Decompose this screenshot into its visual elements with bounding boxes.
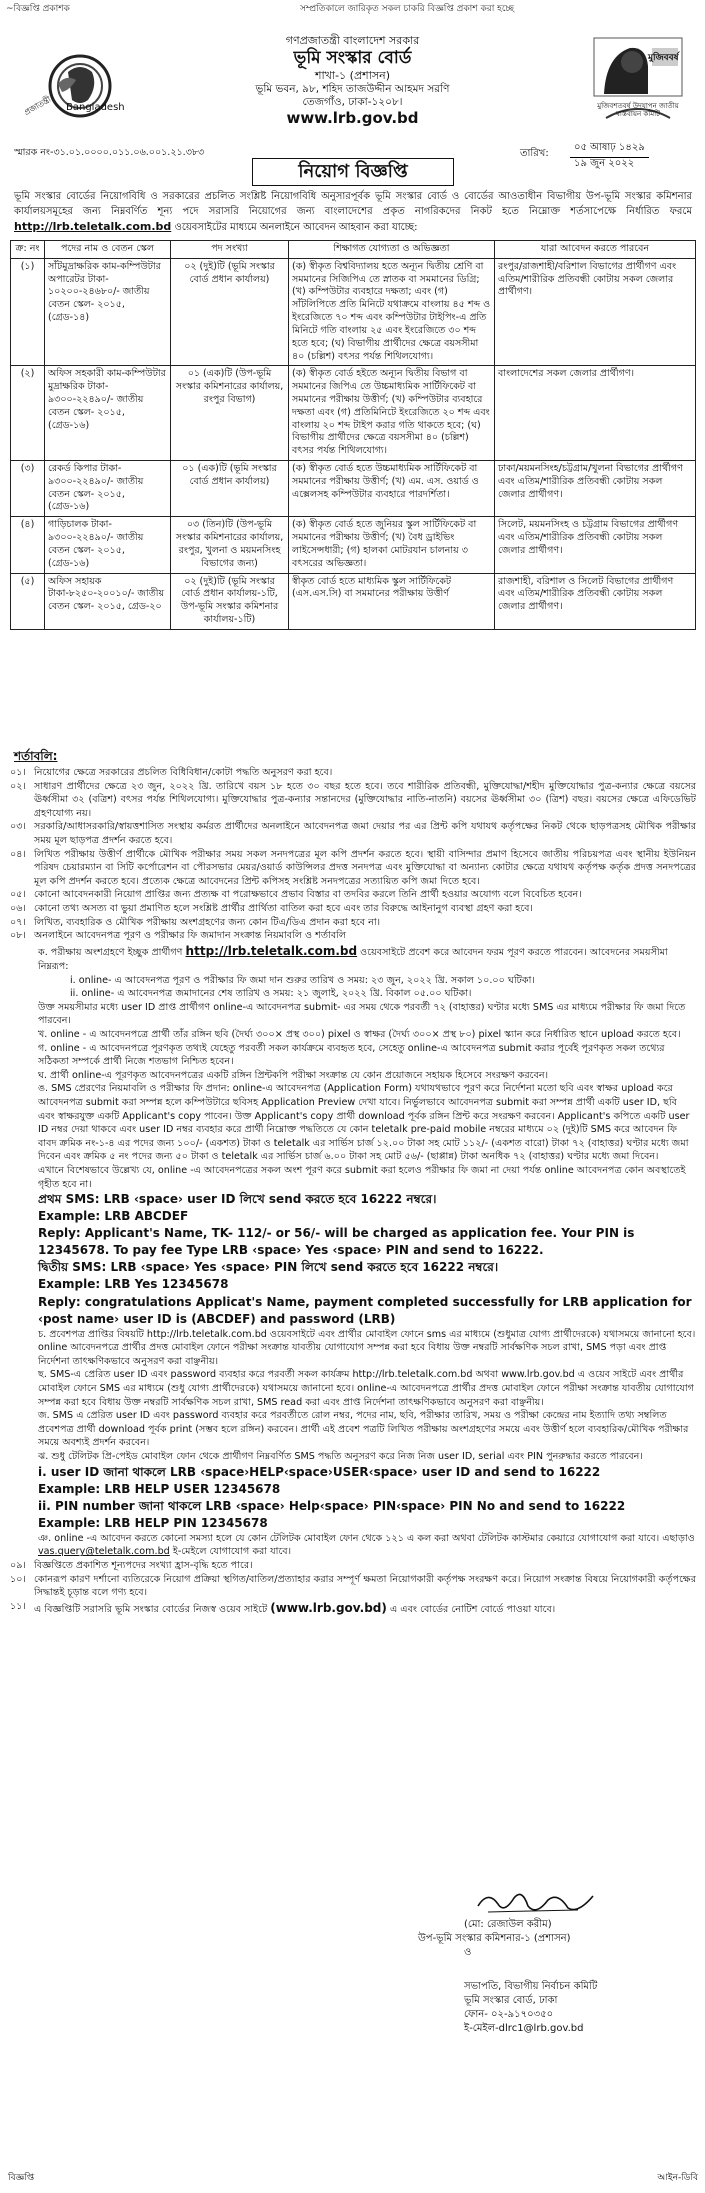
cell-count: ০৩ (তিন)টি (উপ-ভূমি সংস্কার কমিশনারের কার্যালয়, রংপুর, খুলনা ও ময়মনসিংহ বিভাগের জন্য) bbox=[171, 517, 289, 573]
sub-condition-text: ওয়েবসাইটে প্রবেশ করে আবেদন ফরম পূরণ করতে পারবেন। আবেদনের সময়সীমা নিম্নরূপ: bbox=[38, 946, 668, 972]
condition-text: এ বিজ্ঞপ্তিটি সরাসরি ভূমি সংস্কার বোর্ডের নিজস্ব ওয়েব সাইটে bbox=[34, 1603, 268, 1615]
condition-item: ০৬। কোনো তথ্য অসত্য বা ভুয়া প্রমাণিত হলে সংশ্লিষ্ট প্রার্থীর প্রার্থিতা বাতিল করা হবে এবং তার বিরুদ্ধে আইনানুগ ব্যবস্থা গ্রহণ করা হবে। bbox=[10, 902, 696, 916]
sub-condition-ch: চ. প্রবেশপত্র প্রাপ্তির বিষয়টি http://lrb.teletalk.com.bd ওয়েবসাইটে এবং প্রার্থীর মোবাইল ফোনে sms এর মাধ্যমে (শুধুমাত্র যোগ্য প্রার্থীদেরকে) যথাসময়ে জানানো হবে। online আবেদনপত্রে প্রার্থীর প্রদত্ত মোবাইল ফোনে পরীক্ষা সংক্রান্ত যাবতীয় যোগাযোগ সম্পন্ন করা হবে বিধায় উক্ত নম্বরটি সার্বক্ষণিক সচল রাখা, SMS পড়া এবং প্রাপ্ত নির্দেশনা তাৎক্ষণিকভাবে অনুসরণ করা বাঞ্ছনীয়। bbox=[38, 1328, 696, 1367]
notice-title: নিয়োগ বিজ্ঞপ্তি bbox=[252, 158, 454, 186]
top-strip bbox=[0, 0, 705, 14]
sms-second-reply: Reply: congratulations Applicat's Name, payment completed successfully for LRB application for ‹post name› user ID is (ABCDEF) and password (LRB) bbox=[38, 1294, 692, 1326]
table-row bbox=[11, 573, 696, 629]
table-row bbox=[11, 517, 696, 573]
address-line-2: তেজগাঁও, ঢাকা-১২০৮। bbox=[302, 95, 403, 108]
help-pin: ii. PIN number জানা থাকলে LRB ‹space› Help‹space› PIN‹space› PIN No and send to 16222 bbox=[38, 1498, 626, 1513]
credit-left: বিজ্ঞপ্তি bbox=[8, 2173, 35, 2183]
cell-qualification: (ক) স্বীকৃত বোর্ড হতে উচ্চমাধ্যমিক সার্টিফিকেট বা সমমানের পরীক্ষায় উত্তীর্ণ; (খ) এম. এস. ওয়ার্ড ও এক্সেলসহ কম্পিউটার ব্যবহারে পারদর্শিতা। bbox=[289, 461, 495, 517]
intro-text: ভূমি সংস্কার বোর্ডের নিয়োগবিধি ও সরকারের প্রচলিত সংশ্লিষ্ট নিয়োগবিধি অনুসারপূর্বক ভূমি সংস্কার বোর্ড ও বোর্ডের আওতাধীন বিভাগীয় উপ-ভূমি সংস্কার কমিশনার কার্যালয়সমূহের জন্য নিম্নবর্ণিত শূন্য পদে সরাসরি নিয়োগের জন্য বাংলাদেশের প্রকৃত নাগরিকদের নিকট হতে নিম্নোক্ত শর্তসাপেক্ষে নির্ধারিত ফরমে bbox=[14, 191, 692, 217]
header-qualification: শিক্ষাগত যোগ্যতা ও অভিজ্ঞতা bbox=[289, 241, 495, 259]
sub-condition-n bbox=[10, 1532, 696, 1559]
table-header-row bbox=[11, 241, 696, 259]
sub-condition-ng-note: এখানে বিশেষভাবে উল্লেখ্য যে, online -এ আবেদনপত্রের সকল অংশ পূরণ করে submit করা হলেও পরীক্ষার ফি জমা না দেয়া পর্যন্ত online আবেদনপত্র কোন অবস্থাতেই গৃহীত হবে না। bbox=[38, 1165, 686, 1190]
cell-count: ০১ (এক)টি (উপ-ভূমি সংস্কার কমিশনারের কার্যালয়, রংপুর বিভাগ) bbox=[171, 366, 289, 461]
sub-condition-chh: ছ. SMS-এ প্রেরিত user ID এবং password ব্যবহার করে পরবর্তী সকল কার্যক্রম http://lrb.teletalk.com.bd অথবা www.lrb.gov.bd এ ওয়েব সাইটে এবং প্রার্থীর মোবাইল ফোনে SMS এর মাধ্যমে (শুধু যোগ্য প্রার্থীদেরকে) যথাসময়ে জানানো হবে। online-এ আবেদনপত্রে প্রার্থীর প্রদত্ত মোবাইল ফোনে পরীক্ষা সংক্রান্ত যাবতীয় যোগাযোগ সম্পন্ন করা হবে বিধায় উক্ত নম্বরটি সার্বক্ষণিক সচল রাখা, SMS read করা এবং প্রাপ্ত নির্দেশনা তাৎক্ষণিকভাবে অনুসরণ করা বাঞ্ছনীয়। bbox=[38, 1369, 694, 1408]
sub-condition-text: ই-মেইলে যোগাযোগ করা যাবে। bbox=[172, 1546, 292, 1558]
cell-post: রেকর্ড কিপার টাকা- ৯৩০০-২২৪৯০/- জাতীয় বেতন স্কেল- ২০১৫, (গ্রেড-১৬) bbox=[45, 461, 171, 517]
condition-text: লিখিত পরীক্ষায় উত্তীর্ণ প্রার্থীকে মৌখিক পরীক্ষার সময় সকল সনদপত্রের মূল কপি প্রদর্শন করতে হবে। স্থায়ী বাসিন্দার প্রমাণ হিসেবে জাতীয় পরিচয়পত্র এবং স্থানীয় ইউনিয়ন পরিষদ চেয়ারম্যান বা সিটি কর্পোরেশন বা পৌরসভার মেয়র/ওয়ার্ড কাউন্সিলর প্রদত্ত সনদপত্র এবং মুক্তিযোদ্ধা বা অন্যান্য কোটার ক্ষেত্রে যথাযথ কর্তৃপক্ষ কর্তৃক প্রদত্ত সনদপত্রের মূল কপি প্রদর্শন করতে হবে। প্রত্যেক ক্ষেত্রে আবেদনের প্রিন্ট কপিসহ সংশ্লিষ্ট সনদপত্রের সত্যায়িত কপি জমা দিতে হবে। bbox=[34, 848, 696, 887]
condition-item: ০৮। অনলাইনে আবেদনপত্র পূরণ ও পরীক্ষার ফি জমাদান সংক্রান্ত নিয়মাবলি ও শর্তাবলি bbox=[10, 929, 696, 943]
cell-qualification: (ক) স্বীকৃত বোর্ড হতে জুনিয়র স্কুল সার্টিফিকেট বা সমমানের পরীক্ষায় উত্তীর্ণ; (খ) বৈধ ড্রাইভিং লাইসেন্সধারী; (গ) হালকা মোটরযান চালনায় ৩ বৎসরের অভিজ্ঞতা। bbox=[289, 517, 495, 573]
office-phone: ফোন- ০২-৯১৭০৩৫০ bbox=[464, 2009, 554, 2020]
organization-name: ভূমি সংস্কার বোর্ড bbox=[293, 47, 412, 68]
sub-condition-ng: ঙ. SMS প্রেরণের নিয়মাবলি ও পরীক্ষার ফি প্রদান: online-এ আবেদনপত্র (Application Form) যথাযথভাবে পূরণ করে নির্দেশনা মতো ছবি এবং স্বাক্ষর upload করে আবেদনপত্র submit করা সম্পন্ন হলে কম্পিউটারে ছবিসহ Application Preview দেখা যাবে। নির্ভুলভাবে আবেদনপত্র submit করা সম্পন্ন প্রার্থী একটি user ID, ছবি এবং স্বাক্ষরযুক্ত একটি Applicant's copy পাবেন। উক্ত Applicant's copy প্রার্থী download পূর্বক রঙ্গিন প্রিন্ট করে সংরক্ষণ করবেন। Applicant's কপিতে একটি user ID নম্বর দেয়া থাকবে এবং user ID নম্বর ব্যবহার করে প্রার্থী নিম্নোক্ত পদ্ধতিতে যে কোন teletalk pre-paid mobile নম্বরের মাধ্যমে ০২ (দুই)টি SMS করে আবেদন ফি বাবদ ক্রমিক নং-১-৪ এর পদের জন্য ১০০/- (একশত) টাকা ও teletalk এর সার্ভিস চার্জ ১২.০০ টাকা সহ মোট ১১২/- (একশত বারো) টাকা ৭২ (বাহাত্তর) ঘণ্টার মধ্যে জমা দিবেন এবং ক্রমিক ৫ নং পদের জন্য ৫০ টাকা ও teletalk এর সার্ভিস চার্জ ৬.০০ টাকা সহ মোট ৫৬/- (ছাপ্পান্ন) টাকা অনধিক ৭২ (বাহাত্তর) ঘণ্টার মধ্যে জমা দিবেন। bbox=[38, 1083, 690, 1163]
application-url[interactable]: http://lrb.teletalk.com.bd bbox=[14, 220, 172, 233]
sms-second: দ্বিতীয় SMS: LRB ‹space› Yes ‹space› PIN লিখে send করতে হবে 16222 নম্বরে। bbox=[38, 1260, 499, 1275]
mujib-text: মুজিববর্ষ bbox=[648, 53, 679, 63]
cell-serial: (২) bbox=[11, 366, 45, 461]
sms-first-example: Example: LRB ABCDEF bbox=[38, 1209, 189, 1224]
condition-item: ০২। সাধারণ প্রার্থীদের ক্ষেত্রে ২৩ জুন, ২০২২ খ্রি. তারিখে বয়স ১৮ হতে ৩০ বছর হতে হবে। তবে শারীরিক প্রতিবন্ধী, মুক্তিযোদ্ধা/শহীদ মুক্তিযোদ্ধার পুত্র-কন্যার ক্ষেত্রে বয়সের ঊর্ধ্বসীমা ৩২ (বত্রিশ) বৎসর পর্যন্ত শিথিলযোগ্য। মুক্তিযোদ্ধার পুত্র-কন্যার সন্তানদের (মুক্তিযোদ্ধার নাতি-নাতনি) বয়সের ঊর্ধ্বসীমা ৩০ (ত্রিশ) বছর। বয়সের ক্ষেত্রে এফিডেভিট গ্রহণযোগ্য নয়। bbox=[10, 780, 696, 819]
lrb-website-link[interactable]: (www.lrb.gov.bd) bbox=[270, 1600, 387, 1615]
teletalk-url[interactable]: http://lrb.teletalk.com.bd bbox=[185, 943, 358, 958]
condition-text bbox=[34, 1600, 696, 1617]
conditions-list bbox=[10, 766, 696, 1617]
condition-text: অনলাইনে আবেদনপত্র পূরণ ও পরীক্ষার ফি জমাদান সংক্রান্ত নিয়মাবলি ও শর্তাবলি bbox=[34, 930, 347, 942]
credit-right: আইন-ডিবি bbox=[657, 2173, 698, 2183]
fee-note: উক্ত সময়সীমার মধ্যে user ID প্রাপ্ত প্রার্থীগণ online-এ আবেদনপত্র submit- এর সময় থেকে পরবর্তী ৭২ (বাহাত্তর) ঘণ্টার মধ্যে SMS এর মাধ্যমে পরীক্ষার ফি জমা দিতে পারবেন। bbox=[38, 1001, 686, 1027]
condition-item: ০৯। বিজ্ঞপ্তিতে প্রকাশিত শূন্যপদের সংখ্যা হ্রাস-বৃদ্ধি হতে পারে। bbox=[10, 1559, 696, 1573]
cell-serial: (৪) bbox=[11, 517, 45, 573]
letterhead-center bbox=[150, 34, 555, 128]
website-link[interactable]: www.lrb.gov.bd bbox=[286, 109, 419, 127]
date-bangla: ০৫ আষাঢ় ১৪২৯ bbox=[570, 140, 649, 158]
header-post: পদের নাম ও বেতন স্কেল bbox=[45, 241, 171, 259]
header-eligible: যারা আবেদন করতে পারবেন bbox=[495, 241, 696, 259]
help-user-id: i. user ID জানা থাকলে LRB ‹space›HELP‹space›USER‹space› user ID and send to 16222 bbox=[38, 1464, 601, 1479]
date-label: তারিখ: bbox=[520, 148, 549, 159]
cell-post: অফিস সহায়ক টাকা-৮২৫০-২০০১০/- জাতীয় বেতন স্কেল- ২০১৫, গ্রেড-২০ bbox=[45, 573, 171, 629]
intro-paragraph bbox=[14, 190, 692, 236]
help-pin-example: Example: LRB HELP PIN 12345678 bbox=[38, 1515, 268, 1530]
signature-scribble bbox=[418, 1888, 688, 1918]
condition-item: ০৫। কোনো আবেদনকারী নিয়োগ প্রাপ্তির জন্য প্রত্যক্ষ বা পরোক্ষভাবে প্রভাব বিস্তার বা তদবির করলে তিনি প্রার্থী হওয়ার অযোগ্য বলে বিবেচিত হবেন। bbox=[10, 888, 696, 902]
intro-tail: ওয়েবসাইটের মাধ্যমে অনলাইনে আবেদন আহবান করা যাচ্ছে: bbox=[174, 222, 418, 233]
cell-eligible: রংপুর/রাজশাহী/বরিশাল বিভাগের প্রার্থীগণ এবং এতিম/শারীরিক প্রতিবন্ধী কোটায় সকল জেলার প্রার্থীগণ। bbox=[495, 258, 696, 366]
table-row bbox=[11, 366, 696, 461]
logo-text: Bangladesh bbox=[66, 102, 125, 113]
address-line-1: ভূমি ভবন, ৯৮, শহিদ তাজউদ্দীন আহমদ সরণি bbox=[255, 82, 450, 95]
memo-number: স্মারক নং-৩১.০১.০০০০.০১১.০৬.০০১.২১.৩৮৩ bbox=[14, 147, 205, 158]
condition-item: ০৭। লিখিত, ব্যবহারিক ও মৌখিক পরীক্ষায় অংশগ্রহণের জন্য কোন টিএ/ডিএ প্রদান করা হবে না। bbox=[10, 916, 696, 930]
sub-condition-gh: ঘ. প্রার্থী online-এ পূরণকৃত আবেদনপত্রের একটি রঙ্গিন প্রিন্টকপি পরীক্ষা সংক্রান্ত যে কোন প্রয়োজনে সহায়ক হিসেবে সংরক্ষণ করবেন। bbox=[38, 1069, 549, 1081]
table-row bbox=[11, 461, 696, 517]
branch-name: শাখা-১ (প্রশাসন) bbox=[314, 69, 391, 82]
signature-block bbox=[418, 1888, 688, 2036]
cell-eligible: সিলেট, ময়মনসিংহ ও চট্টগ্রাম বিভাগের প্রার্থীগণ এবং এতিম/শারীরিক প্রতিবন্ধী কোটায় সকল জেলার প্রার্থীগণ। bbox=[495, 517, 696, 573]
sub-condition-kh: খ. online - এ আবেদনপত্রে প্রার্থী তাঁর রঙ্গিন ছবি (দৈর্ঘ্য ৩০০× প্রস্থ ৩০০) pixel ও স্বাক্ষর (দৈর্ঘ্য ৩০০× প্রস্থ ৮০) pixel স্ক্যান করে নির্ধারিত স্থানে upload করতে হবে। bbox=[38, 1029, 681, 1040]
help-user-id-example: Example: LRB HELP USER 12345678 bbox=[38, 1481, 281, 1496]
condition-text: বিজ্ঞপ্তিতে প্রকাশিত শূন্যপদের সংখ্যা হ্রাস-বৃদ্ধি হতে পারে। bbox=[34, 1560, 253, 1571]
sub-condition-text: ঞ. online -এ আবেদন করতে কোনো সমস্যা হলে যে কোন টেলিটক মোবাইল ফোন থেকে ১২১ এ কল করা অথবা টেলিটক কাস্টমার কেয়ারে যোগাযোগ করা যাবে। এছাড়াও bbox=[38, 1532, 695, 1544]
condition-item: ০৩। সরকারি/আধাসরকারি/স্বায়ত্তশাসিত সংস্থায় কর্মরত প্রার্থীদের অনলাইনে আবেদনপত্র জমা দেয়ার পর এর প্রিন্ট কপি যথাযথ কর্তৃপক্ষের নিকট থেকে ছাড়পত্রসহ মৌখিক পরীক্ষার সময় মূল ছাড়পত্র প্রদর্শন করতে হবে। bbox=[10, 821, 696, 847]
support-email-link[interactable]: vas.query@teletalk.com.bd bbox=[38, 1546, 170, 1558]
condition-text: কোনো আবেদনকারী নিয়োগ প্রাপ্তির জন্য প্রত্যক্ষ বা পরোক্ষভাবে প্রভাব বিস্তার বা তদবির করলে তিনি প্রার্থী হওয়ার অযোগ্য বলে বিবেচিত হবেন। bbox=[34, 889, 582, 901]
cell-post: গাড়িচালক টাকা- ৯৩০০-২২৪৯০/- জাতীয় বেতন স্কেল- ২০১৫, (গ্রেড-১৬) bbox=[45, 517, 171, 573]
office-name: ভূমি সংস্কার বোর্ড, ঢাকা bbox=[464, 1995, 558, 2006]
sms-first-reply: Reply: Applicant's Name, TK- 112/- or 56/- will be charged as application fee. Your PIN is 12345678. To pay fee Type LRB ‹space› Yes ‹space› PIN and send to 16222. bbox=[38, 1226, 635, 1258]
cell-eligible: ঢাকা/ময়মনসিংহ/চট্টগ্রাম/খুলনা বিভাগের প্রার্থীগণ এবং এতিম/শারীরিক প্রতিবন্ধী কোটায় সকল জেলার প্রার্থীগণ। bbox=[495, 461, 696, 517]
cell-post: সাঁটমুদ্রাক্ষরিক কাম-কম্পিউটার অপারেটর টাকা- ১০২০০-২৪৬৮০/- জাতীয় বেতন স্কেল- ২০১৫, (গ্রেড-১৪) bbox=[45, 258, 171, 366]
svg-text:প্রজাতন্ত্রী: প্রজাতন্ত্রী bbox=[22, 94, 53, 118]
condition-text: সরকারি/আধাসরকারি/স্বায়ত্তশাসিত সংস্থায় কর্মরত প্রার্থীদের অনলাইনে আবেদনপত্র জমা দেয়ার পর এর প্রিন্ট কপি যথাযথ কর্তৃপক্ষের নিকট থেকে ছাড়পত্রসহ মৌখিক পরীক্ষার সময় মূল ছাড়পত্র প্রদর্শন করতে হবে। bbox=[34, 821, 696, 847]
office-email[interactable]: ই-মেইল-dlrc1@lrb.gov.bd bbox=[464, 2023, 584, 2034]
cell-qualification: স্বীকৃত বোর্ড হতে মাধ্যমিক স্কুল সার্টিফিকেট (এস.এস.সি) বা সমমানের পরীক্ষায় উত্তীর্ণ bbox=[289, 573, 495, 629]
conditions-heading: শর্তাবলি: bbox=[14, 749, 58, 763]
government-name: গণপ্রজাতন্ত্রী বাংলাদেশ সরকার bbox=[285, 34, 420, 47]
signatory-designation: উপ-ভূমি সংস্কার কমিশনার-১ (প্রশাসন) bbox=[418, 1933, 571, 1944]
cell-count: ০১ (এক)টি (ভূমি সংস্কার বোর্ড প্রধান কার্যালয়) bbox=[171, 461, 289, 517]
signatory-and: ও bbox=[464, 1947, 472, 1958]
credit-line bbox=[6, 2166, 700, 2186]
sms-second-example: Example: LRB Yes 12345678 bbox=[38, 1277, 229, 1292]
sub-condition-jh: ঝ. শুধু টেলিটক প্রি-পেইড মোবাইল ফোন থেকে প্রার্থীগণ নিম্নবর্ণিত SMS পদ্ধতি অনুসরণ করে নিজ নিজ user ID, serial এবং PIN পুনরুদ্ধার করতে পারবেন। bbox=[38, 1451, 643, 1463]
committee-title: সভাপতি, বিভাগীয় নির্বাচন কমিটি bbox=[464, 1981, 598, 1992]
cell-count: ০২ (দুই)টি (ভূমি সংস্কার বোর্ড প্রধান কার্যালয়) bbox=[171, 258, 289, 366]
condition-text: কোনরূপ কারণ দর্শানো ব্যতিরেকে নিয়োগ প্রক্রিয়া স্থগিত/বাতিল/প্রত্যাহার করার সম্পূর্ণ ক্ষমতা নিয়োগকারী কর্তৃপক্ষ সংরক্ষণ করে। নিয়োগ সংক্রান্ত বিষয়ে নিয়োগকারী কর্তৃপক্ষের সিদ্ধান্তই চূড়ান্ত বলে গণ্য হবে। bbox=[34, 1573, 696, 1599]
signatory-name: (মো: রেজাউল করীম) bbox=[464, 1919, 552, 1930]
sms-first: প্রথম SMS: LRB ‹space› user ID লিখে send করতে হবে 16222 নম্বরে। bbox=[38, 1192, 437, 1207]
mujib-borsho-logo bbox=[592, 36, 684, 141]
condition-item: ০১। নিয়োগের ক্ষেত্রে সরকারের প্রচলিত বিধিবিধান/কোটা পদ্ধতি অনুসরণ করা হবে। bbox=[10, 766, 696, 780]
cell-serial: (১) bbox=[11, 258, 45, 366]
timeline-end: ii. online- এ আবেদনপত্র জমাদানের শেষ তারিখ ও সময়: ২১ জুলাই, ২০২২ খ্রি. বিকাল ০৫.০০ ঘটিকা। bbox=[70, 988, 472, 1000]
table-row bbox=[11, 258, 696, 366]
cell-qualification: (ক) স্বীকৃত বোর্ড হইতে অন্যূন দ্বিতীয় বিভাগ বা সমমানের জিপিএ তে উচ্চমাধ্যমিক সার্টিফিকেট বা সমমানের পরীক্ষায় উত্তীর্ণ; (খ) কম্পিউটার ব্যবহারে দক্ষতা এবং (গ) প্রতিমিনিটে ইংরেজিতে ২০ শব্দ এবং বাংলায় ২০ শব্দ টাইপ করার গতি থাকতে হবে; (ঘ) বিভাগীয় প্রার্থীদের ক্ষেত্রে বয়সসীমা ৪০ (চল্লিশ) বৎসর পর্যন্ত শিথিলযোগ্য। bbox=[289, 366, 495, 461]
condition-text: কোনো তথ্য অসত্য বা ভুয়া প্রমাণিত হলে সংশ্লিষ্ট প্রার্থীর প্রার্থিতা বাতিল করা হবে এবং তার বিরুদ্ধে আইনানুগ ব্যবস্থা গ্রহণ করা হবে। bbox=[34, 903, 533, 915]
sub-condition-text: ক. পরীক্ষায় অংশগ্রহণে ইচ্ছুক প্রার্থীগণ bbox=[38, 946, 183, 958]
top-strip-right: সম্প্রতিকালে জারিকৃত সকল চাকরি বিজ্ঞপ্তি প্রকাশ করা হচ্ছে bbox=[300, 4, 515, 14]
top-strip-left: ~বিজ্ঞপ্তি প্রকাশক bbox=[6, 4, 70, 14]
condition-item: ০৪। লিখিত পরীক্ষায় উত্তীর্ণ প্রার্থীকে মৌখিক পরীক্ষার সময় সকল সনদপত্রের মূল কপি প্রদর্শন করতে হবে। স্থায়ী বাসিন্দার প্রমাণ হিসেবে জাতীয় পরিচয়পত্র এবং স্থানীয় ইউনিয়ন পরিষদ চেয়ারম্যান বা সিটি কর্পোরেশন বা পৌরসভার মেয়র/ওয়ার্ড কাউন্সিলর প্রদত্ত সনদপত্র এবং মুক্তিযোদ্ধা বা অন্যান্য কোটার ক্ষেত্রে যথাযথ কর্তৃপক্ষ কর্তৃক প্রদত্ত সনদপত্রের মূল কপি প্রদর্শন করতে হবে। প্রত্যেক ক্ষেত্রে আবেদনের প্রিন্ট কপিসহ সংশ্লিষ্ট সনদপত্রের সত্যায়িত কপি জমা দিতে হবে। bbox=[10, 848, 696, 887]
date-english: ১৯ জুন ২০২২ bbox=[574, 158, 635, 169]
condition-item: ১০। কোনরূপ কারণ দর্শানো ব্যতিরেকে নিয়োগ প্রক্রিয়া স্থগিত/বাতিল/প্রত্যাহার করার সম্পূর্ণ ক্ষমতা নিয়োগকারী কর্তৃপক্ষ সংরক্ষণ করে। নিয়োগ সংক্রান্ত বিষয়ে নিয়োগকারী কর্তৃপক্ষের সিদ্ধান্তই চূড়ান্ত বলে গণ্য হবে। bbox=[10, 1573, 696, 1599]
cell-serial: (৫) bbox=[11, 573, 45, 629]
cell-post: অফিস সহকারী কাম-কম্পিউটার মুদ্রাক্ষরিক টাকা- ৯৩০০-২২৪৯০/- জাতীয় বেতন স্কেল- ২০১৫, (গ্রেড-১৬) bbox=[45, 366, 171, 461]
government-logo bbox=[18, 44, 123, 134]
sub-condition-j: জ. SMS এ প্রেরিত user ID এবং password ব্যবহার করে পরবর্তীতে রোল নম্বর, পদের নাম, ছবি, পরীক্ষার তারিখ, সময় ও পরীক্ষা কেন্দ্রের নাম ইত্যাদি তথ্য সম্বলিত প্রবেশপত্র প্রার্থী download পূর্বক print (সম্ভব হলে রঙ্গিন) করবেন। প্রার্থী এই প্রবেশ পত্রটি লিখিত পরীক্ষায় অংশগ্রহণের সময়ে এবং উত্তীর্ণ হলে ব্যবহারিক/মৌখিক পরীক্ষার সময়ে অবশ্যই প্রদর্শন করবেন। bbox=[38, 1410, 689, 1449]
cell-count: ০২ (দুই)টি (ভূমি সংস্কার বোর্ড প্রধান কার্যালয়-১টি, উপ-ভূমি সংস্কার কমিশনার কার্যালয়-১টি) bbox=[171, 573, 289, 629]
cell-eligible: রাজশাহী, বরিশাল ও সিলেট বিভাগের প্রার্থীগণ এবং এতিম/শারীরিক প্রতিবন্ধী কোটায় সকল জেলার প্রার্থীগণ। bbox=[495, 573, 696, 629]
condition-text: এ এবং বোর্ডের নোটিশ বোর্ডে পাওয়া যাবে। bbox=[389, 1603, 556, 1615]
sub-condition bbox=[10, 943, 696, 974]
header-serial: ক্র: নং bbox=[11, 241, 45, 259]
condition-text: নিয়োগের ক্ষেত্রে সরকারের প্রচলিত বিধিবিধান/কোটা পদ্ধতি অনুসরণ করা হবে। bbox=[34, 767, 333, 778]
mujib-subtext: মুজিবশতবর্ষ উদযাপন জাতীয় বাস্তবায়ন কমিটি bbox=[597, 102, 679, 119]
header-count: পদ সংখ্যা bbox=[171, 241, 289, 259]
sub-condition-g: গ. online - এ আবেদনপত্রে পূরণকৃত তথ্যই যেহেতু পরবর্তী সকল কার্যক্রমে ব্যবহৃত হবে, সেহেতু online-এ আবেদনপত্র submit করার পূর্বেই পূরণকৃত সকল তথ্যের সঠিকতা সম্পর্কে প্রার্থী নিজে শতভাগ নিশ্চিত হবেন। bbox=[38, 1042, 665, 1068]
cell-qualification: (ক) স্বীকৃত বিশ্ববিদ্যালয় হতে অন্যূন দ্বিতীয় শ্রেণি বা সমমানের সিজিপিএ তে স্নাতক বা সমমানের ডিগ্রি; (খ) কম্পিউটার ব্যবহারে দক্ষতা; এবং (গ) সাঁটলিপিতে প্রতি মিনিটে যথাক্রমে বাংলায় ৪৫ শব্দ ও ইংরেজিতে ৭০ শব্দ এবং কম্পিউটার টাইপিং-এ প্রতি মিনিটে গতি বাংলায় ২৫ এবং ইংরেজিতে ৩০ শব্দ হতে হবে; (ঘ) বিভাগীয় প্রার্থীদের ক্ষেত্রে বয়সসীমা ৪০ (চল্লিশ) বৎসর পর্যন্ত শিথিলযোগ্য। bbox=[289, 258, 495, 366]
condition-text: লিখিত, ব্যবহারিক ও মৌখিক পরীক্ষায় অংশগ্রহণের জন্য কোন টিএ/ডিএ প্রদান করা হবে না। bbox=[34, 916, 381, 928]
condition-item: ১১। এ বিজ্ঞপ্তিটি সরাসরি ভূমি সংস্কার বোর্ডের নিজস্ব ওয়েব সাইটে (www.lrb.gov.bd) এ এবং বোর্ডের নোটিশ বোর্ডে পাওয়া যাবে। bbox=[10, 1600, 696, 1617]
vacancy-table bbox=[10, 240, 696, 630]
timeline-start: i. online- এ আবেদনপত্র পূরণ ও পরীক্ষার ফি জমা দান শুরুর তারিখ ও সময়: ২৩ জুন, ২০২২ খ্রি. সকাল ১০.০০ ঘটিকা। bbox=[70, 974, 535, 986]
cell-serial: (৩) bbox=[11, 461, 45, 517]
condition-text: সাধারণ প্রার্থীদের ক্ষেত্রে ২৩ জুন, ২০২২ খ্রি. তারিখে বয়স ১৮ হতে ৩০ বছর হতে হবে। তবে শারীরিক প্রতিবন্ধী, মুক্তিযোদ্ধা/শহীদ মুক্তিযোদ্ধার পুত্র-কন্যার ক্ষেত্রে বয়সের ঊর্ধ্বসীমা ৩২ (বত্রিশ) বৎসর পর্যন্ত শিথিলযোগ্য। মুক্তিযোদ্ধার পুত্র-কন্যার সন্তানদের (মুক্তিযোদ্ধার নাতি-নাতনি) বয়সের ঊর্ধ্বসীমা ৩০ (ত্রিশ) বছর। বয়সের ক্ষেত্রে এফিডেভিট গ্রহণযোগ্য নয়। bbox=[34, 780, 696, 819]
cell-eligible: বাংলাদেশের সকল জেলার প্রার্থীগণ। bbox=[495, 366, 696, 461]
